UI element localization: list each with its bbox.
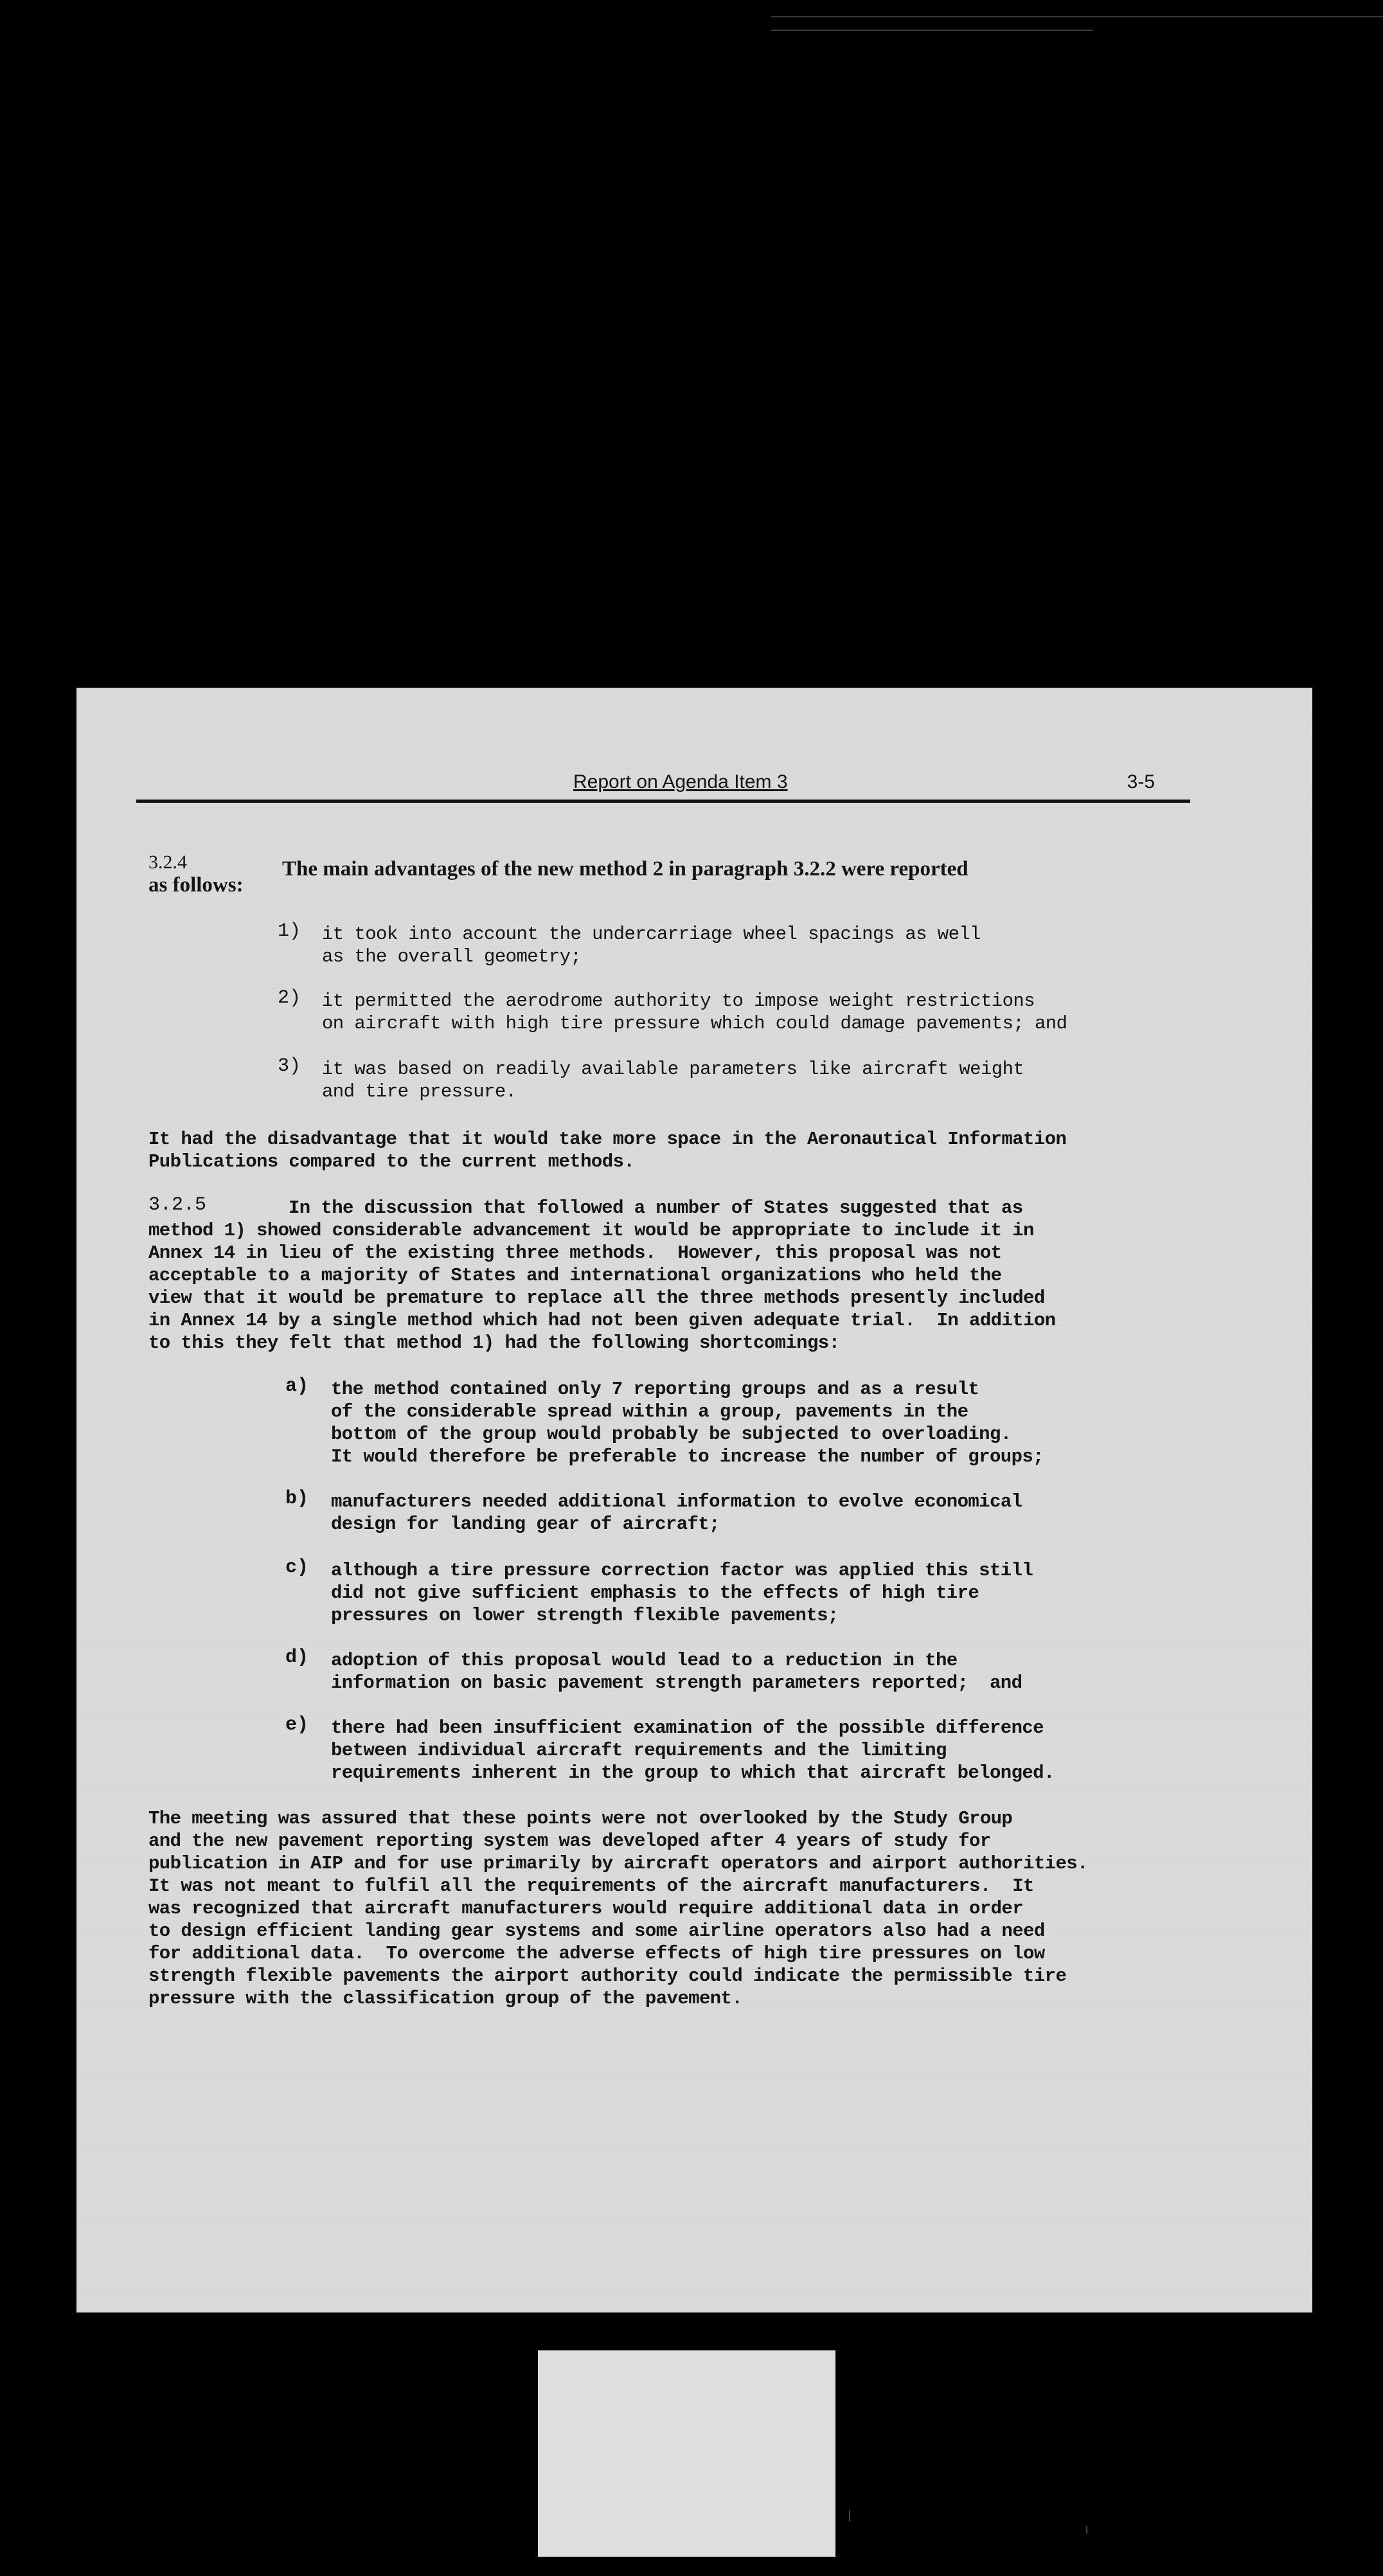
- paragraph-line: and the new pavement reporting system was developed after 4 years of study for: [148, 1830, 991, 1852]
- paragraph-line: It was not meant to fulfil all the requirements of the aircraft manufacturers. It: [148, 1875, 1034, 1897]
- section-number: 3.2.5: [148, 1194, 207, 1216]
- list-item-line: and tire pressure.: [322, 1081, 517, 1102]
- list-item-line: it took into account the undercarriage wheel spacings as well: [322, 924, 981, 945]
- document-page: [76, 688, 1312, 2312]
- list-marker: e): [285, 1714, 309, 1736]
- list-item-line: it was based on readily available parameters like aircraft weight: [322, 1059, 1024, 1080]
- header-page-number: 3-5: [1127, 771, 1155, 792]
- list-marker: 1): [278, 920, 301, 942]
- page-header: [136, 771, 1190, 803]
- paragraph-line: acceptable to a majority of States and international organizations who held the: [148, 1265, 1002, 1286]
- list-item-line: adoption of this proposal would lead to a reduction in the: [331, 1650, 958, 1671]
- paragraph-line: was recognized that aircraft manufacturers would require additional data in order: [148, 1898, 1024, 1919]
- section-intro-line: as follows:: [148, 873, 244, 897]
- list-item-line: as the overall geometry;: [322, 946, 582, 967]
- paragraph-line: In the discussion that followed a number of States suggested that as: [289, 1197, 1023, 1219]
- list-marker: d): [285, 1647, 309, 1668]
- section-number: 3.2.4: [148, 852, 187, 873]
- scan-artifact: [1086, 2526, 1087, 2534]
- paragraph-line: pressure with the classification group of the pavement.: [148, 1988, 743, 2009]
- list-item-line: did not give sufficient emphasis to the effects of high tire: [331, 1582, 979, 1604]
- paragraph-line: method 1) showed considerable advancement it would be appropriate to include it in: [148, 1220, 1034, 1241]
- list-item-line: between individual aircraft requirements and the limiting: [331, 1740, 947, 1761]
- list-item-line: bottom of the group would probably be subjected to overloading.: [331, 1424, 1012, 1445]
- scan-artifact: [771, 16, 1383, 17]
- paragraph-line: view that it would be premature to replace all the three methods presently included: [148, 1287, 1045, 1309]
- paragraph-line: to design efficient landing gear systems and some airline operators also had a need: [148, 1920, 1045, 1942]
- paragraph-line: for additional data. To overcome the adverse effects of high tire pressures on low: [148, 1943, 1045, 1964]
- list-marker: 3): [278, 1055, 301, 1077]
- list-marker: c): [285, 1557, 309, 1579]
- list-marker: 2): [278, 987, 301, 1009]
- list-item-line: It would therefore be preferable to increase the number of groups;: [331, 1446, 1044, 1467]
- paragraph-line: strength flexible pavements the airport authority could indicate the permissible tire: [148, 1965, 1067, 1987]
- paragraph-line: It had the disadvantage that it would take more space in the Aeronautical Information: [148, 1129, 1067, 1150]
- list-item-line: of the considerable spread within a group, pavements in the: [331, 1401, 968, 1422]
- blank-label-card: [538, 2350, 835, 2557]
- paragraph-line: Publications compared to the current methods.: [148, 1151, 635, 1172]
- list-item-line: manufacturers needed additional information to evolve economical: [331, 1491, 1022, 1512]
- list-item-line: requirements inherent in the group to which that aircraft belonged.: [331, 1762, 1055, 1784]
- list-item-line: design for landing gear of aircraft;: [331, 1514, 720, 1535]
- paragraph-line: Annex 14 in lieu of the existing three methods. However, this proposal was not: [148, 1242, 1002, 1264]
- list-item-line: on aircraft with high tire pressure which could damage pavements; and: [322, 1013, 1067, 1034]
- paragraph-line: in Annex 14 by a single method which had not been given adequate trial. In addition: [148, 1310, 1056, 1331]
- paragraph-line: publication in AIP and for use primarily by aircraft operators and airport authorities.: [148, 1853, 1088, 1874]
- list-marker: b): [285, 1488, 309, 1510]
- paragraph-line: The meeting was assured that these points were not overlooked by the Study Group: [148, 1808, 1013, 1829]
- scan-artifact: [771, 30, 1093, 31]
- list-item-line: pressures on lower strength flexible pavements;: [331, 1605, 839, 1626]
- list-marker: a): [285, 1375, 309, 1397]
- scan-artifact: [849, 2510, 850, 2521]
- list-item-line: information on basic pavement strength parameters reported; and: [331, 1672, 1022, 1694]
- list-item-line: it permitted the aerodrome authority to impose weight restrictions: [322, 990, 1035, 1012]
- list-item-line: although a tire pressure correction factor was applied this still: [331, 1560, 1033, 1581]
- list-item-line: there had been insufficient examination of the possible difference: [331, 1717, 1044, 1739]
- paragraph-line: to this they felt that method 1) had the following shortcomings:: [148, 1332, 840, 1354]
- header-title: Report on Agenda Item 3: [573, 771, 788, 792]
- section-intro-line: The main advantages of the new method 2 in paragraph 3.2.2 were reported: [282, 857, 968, 881]
- list-item-line: the method contained only 7 reporting groups and as a result: [331, 1379, 979, 1400]
